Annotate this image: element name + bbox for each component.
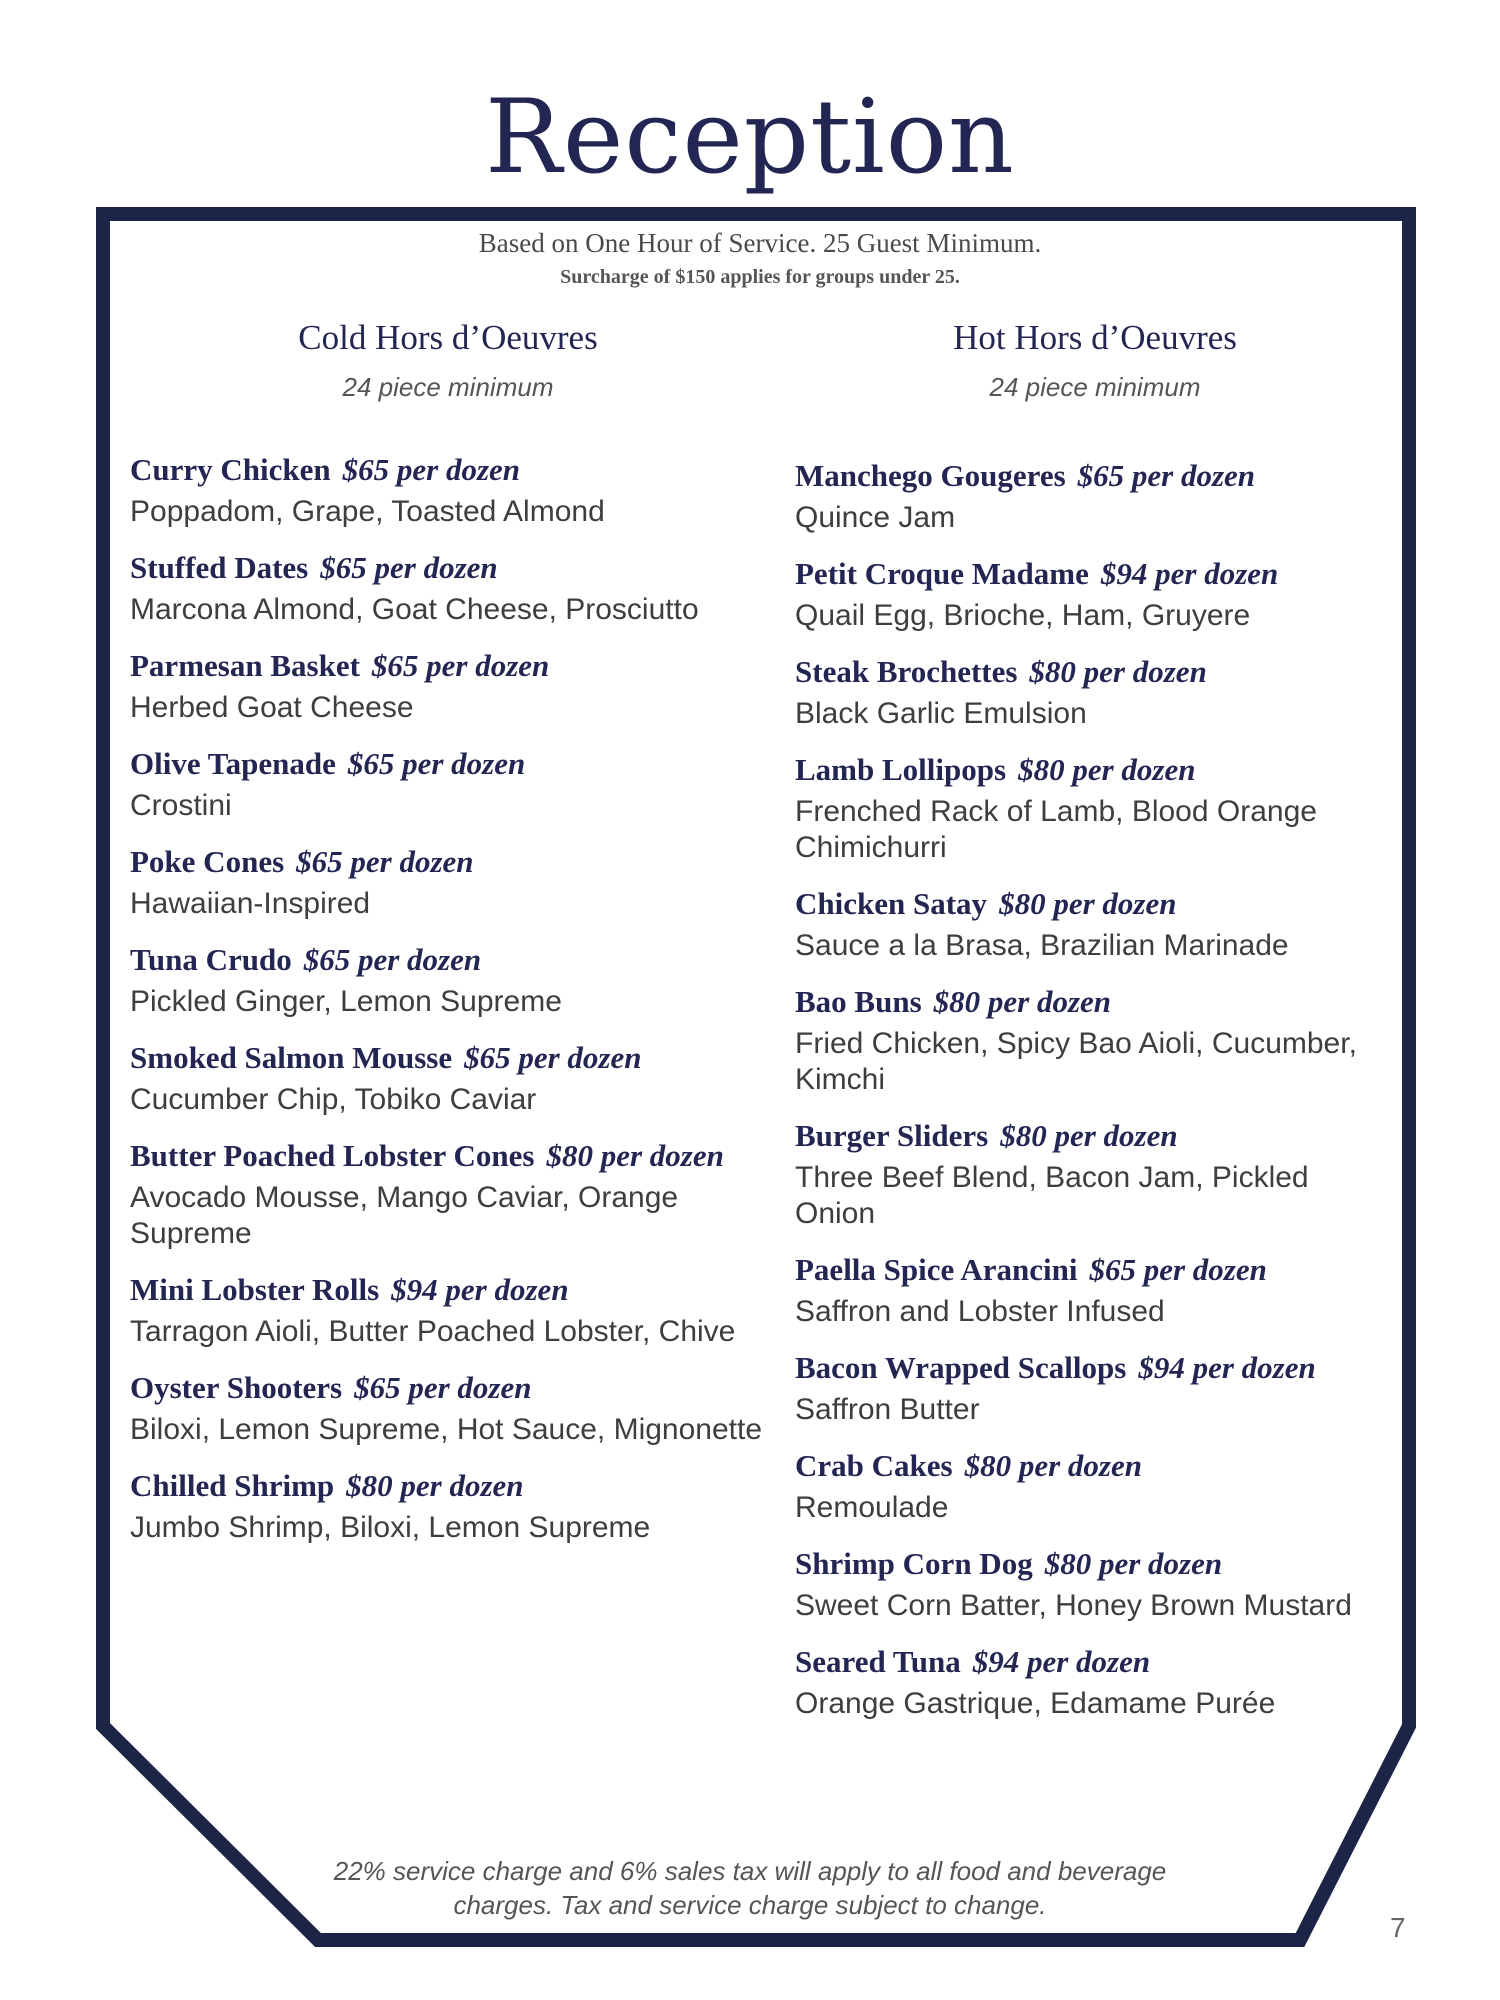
menu-item-name: Bao Buns — [795, 984, 922, 1019]
menu-item-name: Lamb Lollipops — [795, 752, 1007, 787]
menu-item-description: Remoulade — [795, 1491, 949, 1524]
menu-item-title-line — [130, 646, 780, 686]
menu-item-price: $80 per dozen — [964, 1448, 1142, 1483]
menu-item-description: Black Garlic Emulsion — [795, 697, 1087, 730]
menu-item-description: Biloxi, Lemon Supreme, Hot Sauce, Mignonette — [130, 1413, 763, 1446]
menu-item-price: $65 per dozen — [320, 550, 498, 585]
menu-item-price: $80 per dozen — [1000, 1118, 1178, 1153]
menu-item — [795, 1446, 1395, 1526]
surcharge-note: Surcharge of $150 applies for groups under 25. — [560, 266, 960, 288]
menu-item-price: $65 per dozen — [347, 746, 526, 781]
menu-item — [130, 744, 780, 824]
menu-item-title-line — [795, 1446, 1395, 1486]
menu-item-title-line — [795, 1544, 1395, 1584]
menu-item-title-line — [130, 1466, 780, 1506]
page-number: 7 — [1390, 1912, 1406, 1943]
page-title: Reception — [485, 78, 1015, 197]
service-note: Based on One Hour of Service. 25 Guest Minimum. — [478, 228, 1042, 258]
hot-heading: Hot Hors d’Oeuvres — [953, 318, 1237, 357]
hot-menu-list — [795, 456, 1395, 1740]
menu-item-title-line — [795, 884, 1395, 924]
menu-item-price: $65 per dozen — [354, 1370, 532, 1405]
menu-item-description: Fried Chicken, Spicy Bao Aioli, Cucumber, Kimchi — [795, 1027, 1357, 1096]
menu-item-title-line — [795, 750, 1395, 790]
menu-item-title-line — [795, 652, 1395, 692]
menu-item-title-line — [795, 1250, 1395, 1290]
menu-item-price: $80 per dozen — [1044, 1546, 1223, 1581]
menu-item-title-line — [130, 842, 780, 882]
menu-item — [130, 1466, 780, 1546]
menu-item-name: Crab Cakes — [795, 1448, 953, 1483]
menu-item-price: $80 per dozen — [546, 1138, 724, 1173]
menu-item — [130, 646, 780, 726]
menu-item-name: Smoked Salmon Mousse — [130, 1040, 453, 1075]
menu-item — [130, 450, 780, 530]
cold-heading: Cold Hors d’Oeuvres — [298, 318, 598, 357]
menu-item-price: $94 per dozen — [1100, 556, 1279, 591]
menu-item-title-line — [795, 1116, 1395, 1156]
menu-item — [795, 1544, 1395, 1624]
menu-item-name: Poke Cones — [130, 844, 285, 879]
menu-item-title-line — [795, 1642, 1395, 1682]
menu-item-description: Herbed Goat Cheese — [130, 691, 414, 724]
menu-item-price: $80 per dozen — [1029, 654, 1207, 689]
menu-item-price: $80 per dozen — [933, 984, 1112, 1019]
menu-item-name: Bacon Wrapped Scallops — [795, 1350, 1127, 1385]
menu-item — [795, 884, 1395, 964]
menu-item-description: Sauce a la Brasa, Brazilian Marinade — [795, 929, 1289, 962]
menu-item-price: $94 per dozen — [1138, 1350, 1316, 1385]
menu-item-description: Saffron and Lobster Infused — [795, 1295, 1165, 1328]
menu-item — [795, 1642, 1395, 1722]
menu-item-description: Three Beef Blend, Bacon Jam, Pickled Onion — [795, 1161, 1309, 1230]
menu-item — [130, 1368, 780, 1448]
menu-item — [795, 1348, 1395, 1428]
menu-item-name: Petit Croque Madame — [795, 556, 1089, 591]
menu-item-title-line — [795, 1348, 1395, 1388]
menu-item-price: $80 per dozen — [346, 1468, 524, 1503]
menu-item-name: Oyster Shooters — [130, 1370, 343, 1405]
menu-item-price: $65 per dozen — [464, 1040, 642, 1075]
menu-item-title-line — [130, 744, 780, 784]
cold-menu-list — [130, 450, 780, 1564]
menu-item-price: $94 per dozen — [972, 1644, 1151, 1679]
menu-item-title-line — [130, 1038, 780, 1078]
menu-item-name: Butter Poached Lobster Cones — [130, 1138, 535, 1173]
menu-item-title-line — [130, 1368, 780, 1408]
menu-item-price: $65 per dozen — [371, 648, 550, 683]
menu-item-price: $94 per dozen — [391, 1272, 569, 1307]
menu-item — [795, 652, 1395, 732]
menu-item-description: Frenched Rack of Lamb, Blood Orange Chimichurri — [795, 795, 1317, 864]
menu-item — [795, 1250, 1395, 1330]
menu-item — [130, 940, 780, 1020]
menu-item — [130, 548, 780, 628]
menu-item-title-line — [795, 554, 1395, 594]
menu-item-title-line — [130, 1270, 780, 1310]
menu-item-name: Parmesan Basket — [130, 648, 360, 683]
menu-item-description: Avocado Mousse, Mango Caviar, Orange Supreme — [130, 1181, 679, 1250]
menu-item-description: Pickled Ginger, Lemon Supreme — [130, 985, 562, 1018]
menu-item — [130, 842, 780, 922]
menu-item-description: Orange Gastrique, Edamame Purée — [795, 1687, 1276, 1720]
menu-item — [795, 750, 1395, 866]
menu-item — [130, 1136, 780, 1252]
menu-item-description: Quail Egg, Brioche, Ham, Gruyere — [795, 599, 1251, 632]
menu-item-description: Quince Jam — [795, 501, 956, 534]
menu-item — [130, 1038, 780, 1118]
menu-item — [130, 1270, 780, 1350]
menu-item-name: Paella Spice Arancini — [795, 1252, 1078, 1287]
menu-item-name: Stuffed Dates — [130, 550, 309, 585]
menu-item-name: Chicken Satay — [795, 886, 988, 921]
menu-item-price: $65 per dozen — [342, 452, 521, 487]
menu-item-name: Tuna Crudo — [130, 942, 292, 977]
menu-item-price: $65 per dozen — [303, 942, 482, 977]
menu-item-name: Curry Chicken — [130, 452, 331, 487]
menu-item-name: Chilled Shrimp — [130, 1468, 335, 1503]
menu-item-description: Cucumber Chip, Tobiko Caviar — [130, 1083, 537, 1116]
menu-item-description: Tarragon Aioli, Butter Poached Lobster, Chive — [130, 1315, 736, 1348]
menu-item-title-line — [130, 940, 780, 980]
menu-item-description: Poppadom, Grape, Toasted Almond — [130, 495, 605, 528]
hot-minimum: 24 piece minimum — [989, 372, 1201, 402]
menu-item-description: Marcona Almond, Goat Cheese, Prosciutto — [130, 593, 699, 626]
menu-item-name: Olive Tapenade — [130, 746, 336, 781]
service-charge-note: 22% service charge and 6% sales tax will apply to all food and beverage charges. Tax and service charge subject to change. — [333, 1856, 1167, 1920]
menu-item-price: $65 per dozen — [1077, 458, 1256, 493]
menu-item-price: $80 per dozen — [1018, 752, 1196, 787]
menu-item-price: $65 per dozen — [296, 844, 474, 879]
menu-item-name: Seared Tuna — [795, 1644, 961, 1679]
menu-item-title-line — [130, 450, 780, 490]
menu-item-name: Manchego Gougeres — [795, 458, 1066, 493]
cold-minimum: 24 piece minimum — [342, 372, 554, 402]
menu-item — [795, 554, 1395, 634]
menu-item — [795, 1116, 1395, 1232]
menu-item-description: Jumbo Shrimp, Biloxi, Lemon Supreme — [130, 1511, 651, 1544]
menu-item-price: $80 per dozen — [999, 886, 1177, 921]
menu-item-description: Saffron Butter — [795, 1393, 980, 1426]
menu-item-price: $65 per dozen — [1089, 1252, 1267, 1287]
menu-item-name: Steak Brochettes — [795, 654, 1018, 689]
menu-item-title-line — [130, 548, 780, 588]
menu-item-description: Crostini — [130, 789, 232, 822]
menu-item-description: Hawaiian-Inspired — [130, 887, 371, 920]
menu-item-description: Sweet Corn Batter, Honey Brown Mustard — [795, 1589, 1352, 1622]
menu-item-title-line — [130, 1136, 780, 1176]
menu-item-name: Mini Lobster Rolls — [130, 1272, 380, 1307]
menu-item — [795, 456, 1395, 536]
menu-item-name: Shrimp Corn Dog — [795, 1546, 1033, 1581]
menu-item — [795, 982, 1395, 1098]
menu-item-name: Burger Sliders — [795, 1118, 989, 1153]
menu-item-title-line — [795, 982, 1395, 1022]
menu-item-title-line — [795, 456, 1395, 496]
